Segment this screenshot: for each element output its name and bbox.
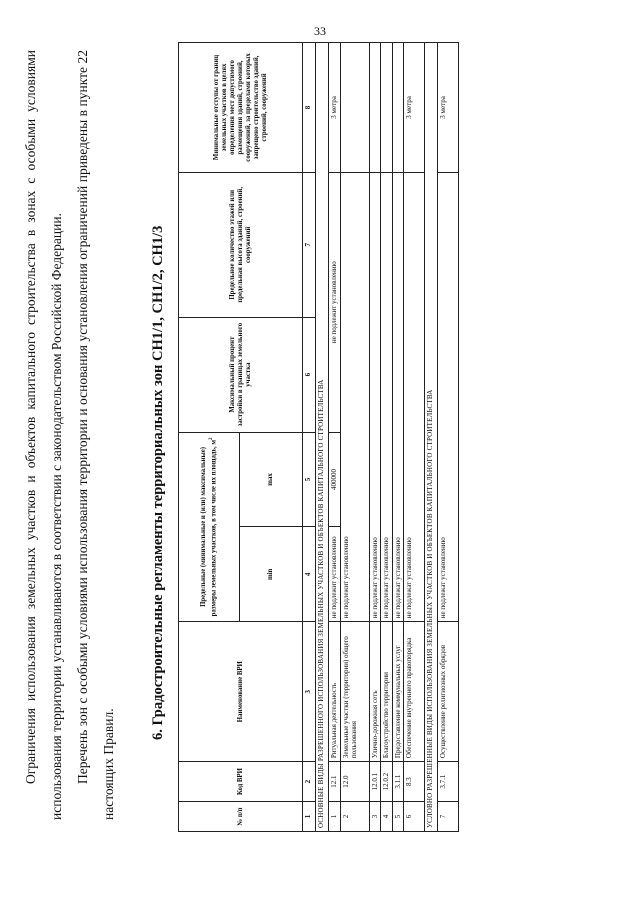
row-code: 8.3 xyxy=(404,762,425,802)
row-area: не подлежат установлению xyxy=(438,172,459,621)
header-no: № п/п xyxy=(179,802,303,832)
header-code: Код ВРИ xyxy=(179,762,303,802)
header-max: max xyxy=(240,432,303,527)
header-row xyxy=(179,43,240,832)
row-no: 4 xyxy=(381,802,393,832)
header-area xyxy=(179,432,240,622)
row-area: не подлежат установлению xyxy=(404,172,425,621)
intro-paragraph-1: Ограничения использования земельных участков и объектов капитального строительства в зонах с особыми условиями использования территории устанавливаются в соответствии с законодательством Российской Федерации. xyxy=(23,50,64,820)
row-name: Обеспечение внутреннего правопорядка xyxy=(404,622,425,762)
row-name: Предоставление коммунальных услуг xyxy=(392,622,404,762)
row-area: не подлежат установлению xyxy=(392,172,404,621)
row-setback xyxy=(381,43,393,173)
intro-paragraph-2: Перечень зон с особыми условиями использования территории и основания установления ограничений приведены в пункте 22 настоящих Правил. xyxy=(75,50,116,820)
table-row xyxy=(438,43,459,832)
row-code: 3.1.1 xyxy=(392,762,404,802)
row-name: Благоустройство территории xyxy=(381,622,393,762)
section-main-row xyxy=(316,43,329,832)
header-area-sup: 2 xyxy=(208,437,214,440)
section-main-label: ОСНОВНЫЕ ВИДЫ РАЗРЕШЕННОГО ИСПОЛЬЗОВАНИЯ ЗЕМЕЛЬНЫХ УЧАСТКОВ И ОБЪЕКТОВ КАПИТАЛЬНОГО СТРОИТЕЛЬСТВА xyxy=(316,43,329,832)
table-row xyxy=(392,43,404,832)
row-name: Улично-дорожная сеть xyxy=(369,622,381,762)
row-no: 1 xyxy=(329,802,341,832)
col-number: 6 xyxy=(303,317,316,432)
header-area-text: Предельные (минимальные и (или) максимальные) размеры земельных участков, в том числе их площадь, м xyxy=(199,440,218,617)
section-conditional-row xyxy=(425,43,438,832)
row-min: не подлежит установлению xyxy=(329,527,341,622)
header-floors: Предельное количество этажей или предельная высота зданий, строений, сооружений xyxy=(179,172,303,317)
row-area: не подлежит установлению xyxy=(340,172,369,621)
row-name: Осуществление религиозных обрядов xyxy=(438,622,459,762)
row-no: 5 xyxy=(392,802,404,832)
row-setback xyxy=(369,43,381,173)
row-no: 6 xyxy=(404,802,425,832)
col-number: 3 xyxy=(303,622,316,762)
col-number: 5 xyxy=(303,432,316,527)
row-name: Ритуальная деятельность xyxy=(329,622,341,762)
table-row xyxy=(329,43,341,832)
row-max: 400000 xyxy=(329,432,341,527)
row-no: 3 xyxy=(369,802,381,832)
table-row xyxy=(381,43,393,832)
col-number: 7 xyxy=(303,172,316,317)
row-name: Земельные участки (территории) общего пользования xyxy=(340,622,369,762)
header-setback: Минимальные отступы от границ земельных участков в целях определения мест допустимого размещения зданий, строений, сооружений, за пределами которых запрещено строительство зданий, строений, сооружений xyxy=(179,43,303,173)
regulations-table xyxy=(178,42,459,832)
row-setback: 3 метра xyxy=(404,43,425,173)
row-setback xyxy=(392,43,404,173)
page-number: 33 xyxy=(314,24,326,38)
header-build-percent: Максимальный процент застройки в границах земельного участка xyxy=(179,317,303,432)
row-area: не подлежат установлению xyxy=(369,172,381,621)
header-name: Наименование ВРИ xyxy=(179,622,303,762)
intro-text xyxy=(18,50,122,820)
row-code: 12.1 xyxy=(329,762,341,802)
row-code: 12.0 xyxy=(340,762,369,802)
col-number: 2 xyxy=(303,762,316,802)
row-area: не подлежат установлению xyxy=(381,172,393,621)
row-no: 2 xyxy=(340,802,369,832)
section-title: 6. Градостроительные регламенты территориальных зон СН1/1, СН1/2, СН1/3 xyxy=(150,225,166,740)
row-setback xyxy=(340,43,369,173)
rotated-page xyxy=(0,30,640,890)
row-floors: не подлежит установлению xyxy=(329,172,341,432)
col-number: 1 xyxy=(303,802,316,832)
row-setback: 3 метра xyxy=(438,43,459,173)
table-row xyxy=(369,43,381,832)
table-row xyxy=(404,43,425,832)
row-code: 12.0.1 xyxy=(369,762,381,802)
table-row xyxy=(340,43,369,832)
col-number: 8 xyxy=(303,43,316,173)
header-min: min xyxy=(240,527,303,622)
row-code: 12.0.2 xyxy=(381,762,393,802)
row-no: 7 xyxy=(438,802,459,832)
row-code: 3.7.1 xyxy=(438,762,459,802)
column-numbers-row xyxy=(303,43,316,832)
section-conditional-label: УСЛОВНО РАЗРЕШЕННЫЕ ВИДЫ ИСПОЛЬЗОВАНИЯ ЗЕМЕЛЬНЫХ УЧАСТКОВ И ОБЪЕКТОВ КАПИТАЛЬНОГО СТРОИТЕЛЬСТВА xyxy=(425,43,438,832)
row-setback: 3 метра xyxy=(329,43,341,173)
col-number: 4 xyxy=(303,527,316,622)
